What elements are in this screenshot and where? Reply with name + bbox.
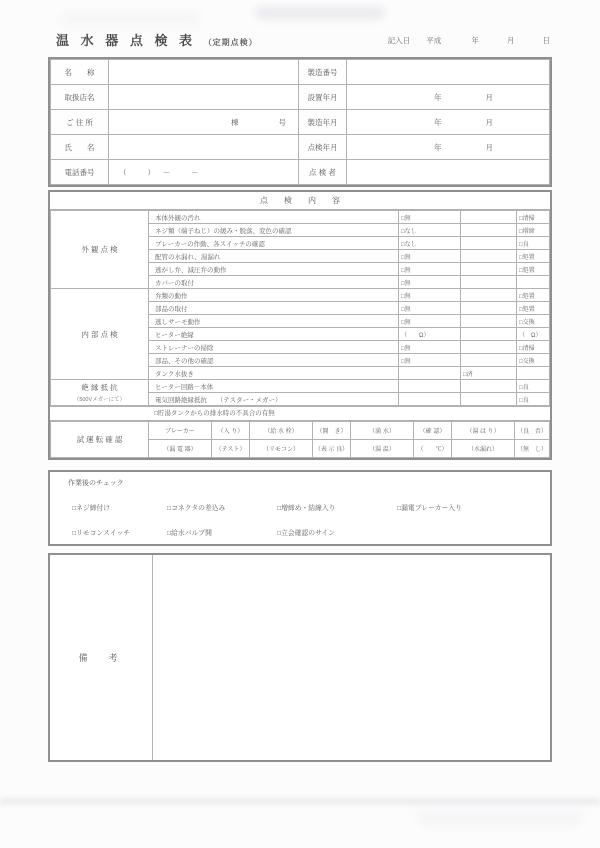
inspection-table	[48, 190, 552, 460]
info-value-inspector	[347, 160, 550, 185]
info-row-dealer	[51, 85, 550, 110]
inspection-item: 部品の取付	[149, 302, 399, 315]
info-row-name	[51, 60, 550, 85]
check-cell: □処置	[517, 289, 550, 302]
check-cell	[399, 367, 461, 380]
info-value-inspect-date	[347, 135, 550, 160]
check-cell: □増締	[517, 224, 550, 237]
check-cell	[461, 380, 517, 393]
check-cell: □済	[461, 367, 517, 380]
info-label-serial: 製造番号	[299, 60, 347, 85]
check-cell: □無	[399, 250, 461, 263]
check-cell	[461, 250, 517, 263]
check-cell	[461, 341, 517, 354]
inspection-item: 本体外観の汚れ	[149, 211, 399, 224]
check-cell: □無	[399, 289, 461, 302]
check-cell: □無	[399, 211, 461, 224]
check-cell	[461, 328, 517, 341]
check-cell: □なし	[399, 224, 461, 237]
check-cell	[461, 393, 517, 406]
scan-artifact-top	[255, 6, 385, 20]
grid-cell: （テスト）	[212, 440, 250, 458]
inspection-item: カバーの取付	[149, 276, 399, 289]
check-cell: □無	[399, 263, 461, 276]
fill-date-day-unit: 日	[542, 36, 550, 45]
inspection-item: ネジ類（端子ねじ）の緩み・脱落、変色の確認	[149, 224, 399, 237]
fill-date-era: 平成	[426, 36, 442, 45]
postwork-item: □立会確認のサイン	[277, 530, 336, 537]
inspection-row	[51, 380, 550, 393]
phone-placeholder: （ ） － －	[119, 167, 201, 177]
remarks-area	[153, 555, 550, 760]
remarks-label: 備 考	[50, 555, 153, 760]
scan-artifact-bottom	[0, 798, 600, 805]
fill-date-year-unit: 年	[471, 36, 479, 45]
check-cell: □良	[517, 237, 550, 250]
section-sublabel: （500Vメガーにて）	[73, 397, 126, 403]
scan-artifact-top-left	[60, 14, 200, 24]
check-cell	[461, 289, 517, 302]
check-cell	[517, 367, 550, 380]
info-value-phone	[109, 160, 299, 185]
unit-year: 年	[434, 117, 442, 127]
postwork-item: □漏電ブレーカー入り	[397, 505, 462, 512]
info-label-customer: 氏 名	[51, 135, 109, 160]
inspection-header: 点 検 内 容	[50, 192, 550, 210]
postwork-item: □ネジ締付け	[72, 505, 111, 512]
check-cell	[399, 393, 461, 406]
info-value-install-date	[347, 85, 550, 110]
check-cell: □交換	[517, 354, 550, 367]
info-label-install-date: 設置年月	[299, 85, 347, 110]
grid-cell: （給 水 栓）	[250, 422, 313, 440]
check-cell: □無	[399, 341, 461, 354]
grid-cell: （湯 は り）	[452, 422, 515, 440]
grid-cell: （開 き）	[313, 422, 351, 440]
grid-cell: （無 し）	[515, 440, 550, 458]
check-cell: □なし	[399, 237, 461, 250]
fill-date-month-unit: 月	[506, 36, 515, 45]
section-label-text: 絶 縁 抵 抗	[81, 383, 118, 392]
fill-date-line	[388, 35, 550, 46]
check-cell: □良	[517, 380, 550, 393]
info-label-name: 名 称	[51, 60, 109, 85]
info-value-customer	[109, 135, 299, 160]
check-cell: □処置	[517, 263, 550, 276]
info-value-name	[109, 60, 299, 85]
grid-cell: （ ℃）	[414, 440, 452, 458]
title-note: （定期点検）	[203, 38, 258, 47]
inspection-row	[51, 211, 550, 224]
unit-month: 月	[485, 92, 493, 102]
inspection-item: ストレーナーの掃除	[149, 341, 399, 354]
check-cell: □無	[399, 276, 461, 289]
check-cell: □清掃	[517, 211, 550, 224]
grid-cell: （漏 電 器）	[149, 440, 212, 458]
info-value-dealer	[109, 85, 299, 110]
info-label-mfg-date: 製造年月	[299, 110, 347, 135]
postwork-item: □リモコンスイッチ	[72, 530, 131, 537]
info-row-customer	[51, 135, 550, 160]
check-cell: □良	[517, 393, 550, 406]
check-cell	[461, 354, 517, 367]
check-cell: □処置	[517, 302, 550, 315]
info-label-dealer: 取扱店名	[51, 85, 109, 110]
inspection-item: 電気回路絶縁抵抗 （テスター・メガー）	[149, 393, 399, 406]
info-row-address	[51, 110, 550, 135]
grid-cell: （満 水）	[351, 422, 414, 440]
grid-cell: （入 り）	[212, 422, 250, 440]
postwork-item: □コネクタの差込み	[167, 505, 226, 512]
inspection-row	[51, 289, 550, 302]
section-label-internal: 内 部 点 検	[51, 289, 149, 380]
unit-month: 月	[485, 142, 493, 152]
page-title	[56, 30, 258, 49]
check-cell	[399, 380, 461, 393]
inspection-item: 逃がし弁、減圧弁の動作	[149, 263, 399, 276]
info-row-phone	[51, 160, 550, 185]
drain-note: □貯湯タンクからの排水時の不具合の有無	[50, 406, 550, 421]
inspection-item: 配管の水漏れ、湯漏れ	[149, 250, 399, 263]
info-label-inspect-date: 点検年月	[299, 135, 347, 160]
info-value-address	[109, 110, 299, 135]
check-cell: □清掃	[517, 341, 550, 354]
check-cell	[517, 276, 550, 289]
remarks-box	[48, 553, 552, 762]
check-cell	[461, 302, 517, 315]
test-run-row	[51, 422, 550, 440]
check-cell	[461, 211, 517, 224]
grid-cell: （リモコン）	[250, 440, 313, 458]
check-cell: （ Ω）	[517, 328, 550, 341]
postwork-item: □増締め・結線入り	[277, 505, 336, 512]
inspection-item: 弁類の動作	[149, 289, 399, 302]
unit-year: 年	[434, 92, 442, 102]
scan-artifact-bottom-right	[420, 812, 580, 824]
title-row	[48, 28, 552, 54]
info-value-serial	[347, 60, 550, 85]
info-label-address: ご 住 所	[51, 110, 109, 135]
check-cell	[461, 237, 517, 250]
unit-room: 号	[278, 117, 286, 127]
grid-cell: （水漏れ）	[452, 440, 515, 458]
postwork-box	[48, 470, 552, 546]
inspection-item: ブレーカーの作動、各スイッチの確認	[149, 237, 399, 250]
unit-year: 年	[434, 142, 442, 152]
grid-cell: （表 示 良）	[313, 440, 351, 458]
postwork-item: □給水バルブ開	[167, 530, 212, 537]
inspection-item: 部品、その他の確認	[149, 354, 399, 367]
check-cell: □処置	[517, 250, 550, 263]
grid-cell: （確 認）	[414, 422, 452, 440]
grid-cell: （湯 温）	[351, 440, 414, 458]
postwork-title: 作業後のチェック	[68, 480, 124, 487]
inspection-item: ヒーター回路－本体	[149, 380, 399, 393]
unit-month: 月	[485, 117, 493, 127]
section-label-insulation	[51, 380, 149, 406]
check-cell: （ Ω）	[399, 328, 461, 341]
info-label-inspector: 点 検 者	[299, 160, 347, 185]
inspection-item: ヒーター絶縁	[149, 328, 399, 341]
info-label-phone: 電話番号	[51, 160, 109, 185]
form-sheet	[48, 28, 552, 762]
check-cell	[461, 224, 517, 237]
check-cell: □交換	[517, 315, 550, 328]
check-cell	[461, 276, 517, 289]
check-cell: □無	[399, 315, 461, 328]
inspection-item: タンク水抜き	[149, 367, 399, 380]
grid-cell: ブレーカー	[149, 422, 212, 440]
info-value-mfg-date	[347, 110, 550, 135]
grid-cell: （良 否）	[515, 422, 550, 440]
fill-date-label: 記入日	[387, 36, 411, 45]
check-cell	[461, 263, 517, 276]
check-cell: □無	[399, 302, 461, 315]
section-label-testrun: 試 運 転 確 認	[51, 422, 149, 458]
page-title-text: 温 水 器 点 検 表	[56, 33, 197, 48]
check-cell	[461, 315, 517, 328]
info-table	[48, 57, 552, 187]
inspection-item: 逃しサーモ動作	[149, 315, 399, 328]
section-label-exterior: 外 観 点 検	[51, 211, 149, 289]
unit-building: 棟	[231, 117, 239, 127]
check-cell: □無	[399, 354, 461, 367]
